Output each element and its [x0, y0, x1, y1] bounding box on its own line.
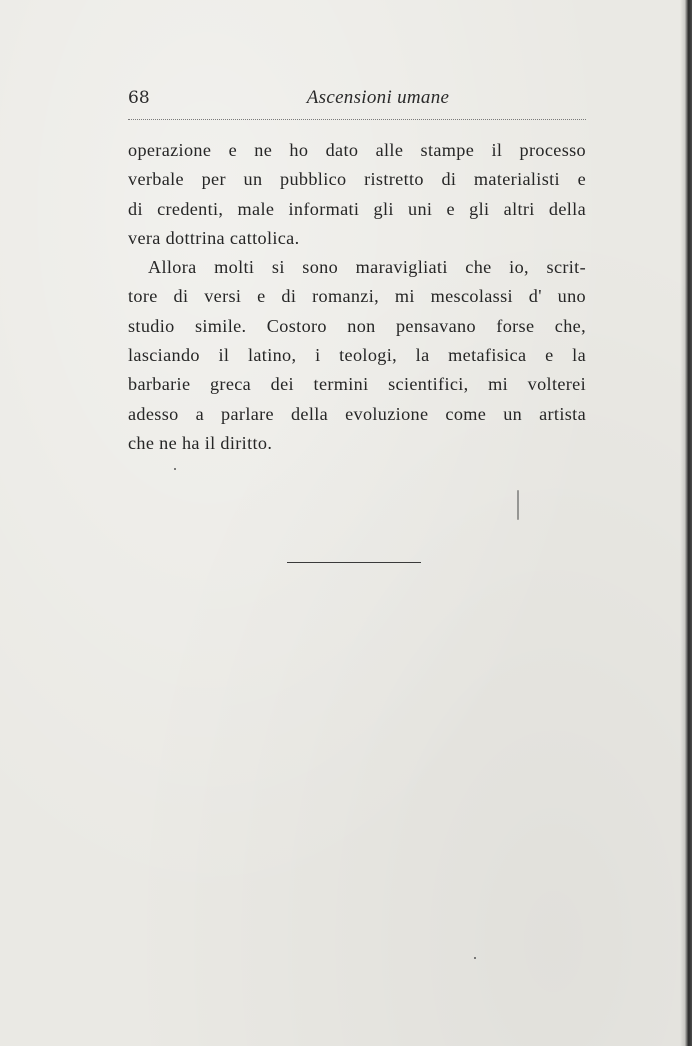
text-line: operazione e ne ho dato alle stampe il processo [128, 140, 586, 160]
text-line: Allora molti si sono maravigliati che io, scrit- [148, 257, 586, 278]
text-line: che ne ha il diritto. [128, 432, 273, 453]
page-number: 68 [128, 88, 150, 108]
text-line: tore di versi e di romanzi, mi mescolassi d' uno [128, 286, 586, 307]
ink-speck [517, 490, 519, 520]
paragraph-1 [128, 136, 586, 253]
ink-speck [474, 957, 476, 959]
text-line: barbarie greca dei termini scientifici, mi volterei [128, 374, 586, 395]
header-rule [128, 119, 586, 120]
text-line: verbale per un pubblico ristretto di materialisti e [128, 169, 586, 190]
text-line: studio simile. Costoro non pensavano forse che, [128, 315, 586, 336]
text-line: di credenti, male informati gli uni e gli altri della [128, 198, 586, 219]
body-text [128, 136, 586, 458]
text-line: lasciando il latino, i teologi, la metafisica e la [128, 345, 586, 366]
ink-speck [174, 468, 176, 470]
text-line: vera dottrina cattolica. [128, 227, 300, 248]
text-line: adesso a parlare della evoluzione come un artista [128, 403, 586, 424]
running-header [128, 86, 586, 116]
paragraph-2 [128, 253, 586, 458]
page-spine-shadow [680, 0, 692, 1046]
closing-rule [287, 562, 421, 563]
running-title: Ascensioni umane [306, 87, 450, 108]
